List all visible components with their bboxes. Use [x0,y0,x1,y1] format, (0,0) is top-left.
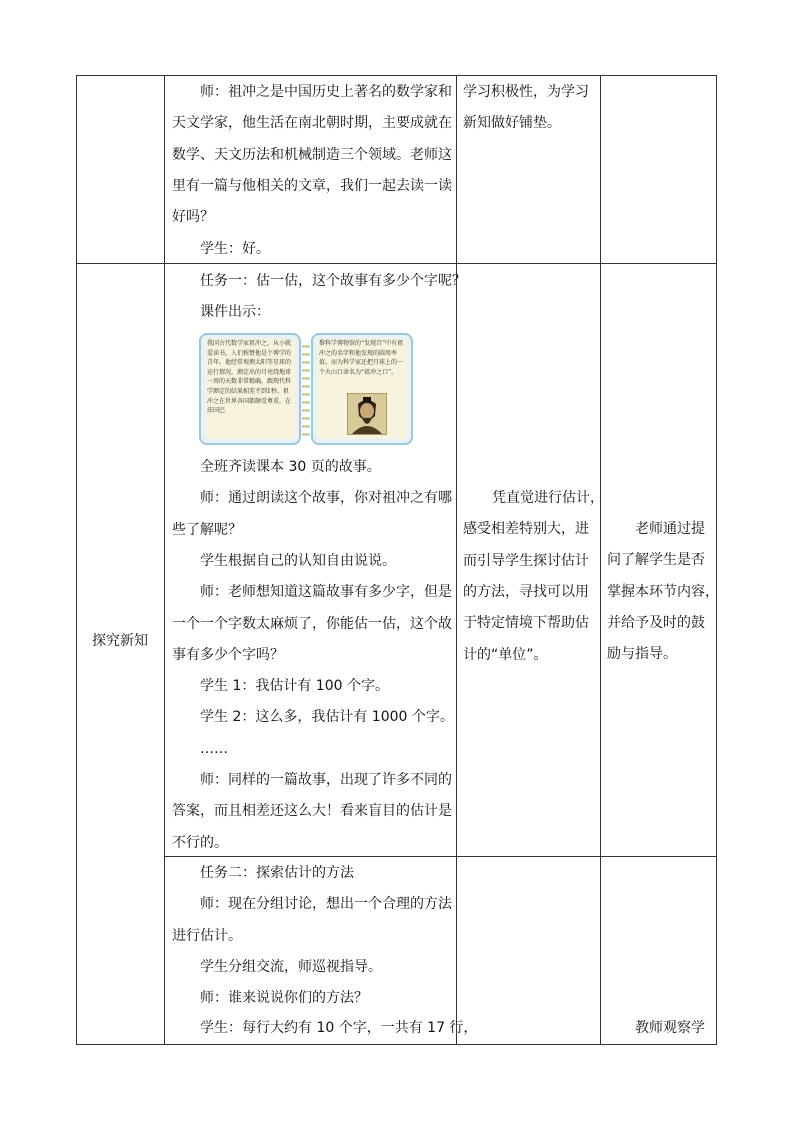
content-line: 任务一：估一估，这个故事有多少个字呢？ [200,273,466,289]
content-line: 课件出示： [200,304,270,320]
content-line: …… [200,740,228,757]
content-line: 些了解呢？ [172,521,242,538]
right-page-text: 黎科学博物馆的“发现宫”中有祖冲之的名字和他发现的圆周率值。而为科学家还把月球上的一个火山口命名为“祖冲之口”。 [319,340,404,376]
content-line: 学生：好。 [200,240,270,257]
column-divider [456,75,457,1045]
intent-line: 感受相差特别大，进 [463,521,589,538]
content-line: 进行估计。 [172,927,242,944]
content-line: 不行的。 [172,834,228,851]
content-line: 师：通过朗读这个故事，你对祖冲之有哪 [200,490,452,507]
content-line: 事有多少个字吗？ [172,646,284,663]
left-page-text: 我国古代数学家祖冲之，从小就爱读书，人们称赞他是个博学的青年。他经常观测太阳等星球的运行情况，测定出的月亮绕地球一周的天数非常精确，跟现代科学测定的结果相差不到1秒。祖冲之在世界各国都颇受尊重，在法国巴 [207,340,292,415]
note-line: 教师观察学 [635,1020,705,1036]
row-divider [164,856,717,857]
content-line: 师：同样的一篇故事，出现了许多不同的 [200,772,452,788]
content-line: 学生根据自己的认知自由说说。 [200,552,396,569]
note-line: 问了解学生是否 [607,552,705,569]
note-line: 老师通过提 [635,521,705,537]
courseware-figure [199,333,413,447]
content-line: 任务二：探索估计的方法 [200,865,354,881]
book-left-page [199,333,301,445]
content-line: 天文学家，他生活在南北朝时期，主要成就在 [172,115,452,132]
content-line: 好吗？ [172,209,214,226]
content-line: 学生 2：这么多，我估计有 1000 个字。 [200,709,454,726]
content-line: 学生 1：我估计有 100 个字。 [200,678,389,695]
content-line: 全班齐读课本 30 页的故事。 [200,459,381,475]
content-line: 师：老师想知道这篇故事有多少字，但是 [200,584,452,601]
note-line: 励与指导。 [607,646,677,663]
intent-line: 新知做好铺垫。 [463,115,561,132]
content-line: 答案，而且相差还这么大！看来盲目的估计是 [172,803,452,820]
intent-line: 学习积极性，为学习 [463,84,589,100]
note-line: 并给予及时的鼓 [607,614,705,631]
intent-line: 的方法，寻找可以用 [463,583,589,600]
portrait-icon [347,393,387,435]
intent-line: 凭直觉进行估计， [492,490,604,506]
column-divider [164,75,165,1045]
content-line: 学生分组交流，师巡视指导。 [200,958,382,975]
content-line: 师：谁来说说你们的方法？ [200,990,368,1007]
row-divider [76,263,717,264]
content-line: 里有一篇与他相关的文章，我们一起去读一读 [172,177,452,194]
book-right-page [311,333,413,445]
intent-line: 于特定情境下帮助估 [463,615,589,632]
note-line: 掌握本环节内容， [607,583,719,600]
column-divider [600,75,601,1045]
book-binding-rings [301,339,311,441]
content-line: 师：现在分组讨论，想出一个合理的方法 [200,896,452,913]
content-line: 师：祖冲之是中国历史上著名的数学家和 [200,84,452,100]
intent-line: 计的“单位”。 [463,646,548,663]
content-line: 数学、天文历法和机械制造三个领域。老师这 [172,146,452,163]
content-line: 学生：每行大约有 10 个字，一共有 17 行， [200,1019,478,1036]
content-line: 一个一个字数太麻烦了，你能估一估，这个故 [172,615,452,632]
category-label: 探究新知 [92,633,148,649]
intent-line: 而引导学生探讨估计 [463,552,589,569]
